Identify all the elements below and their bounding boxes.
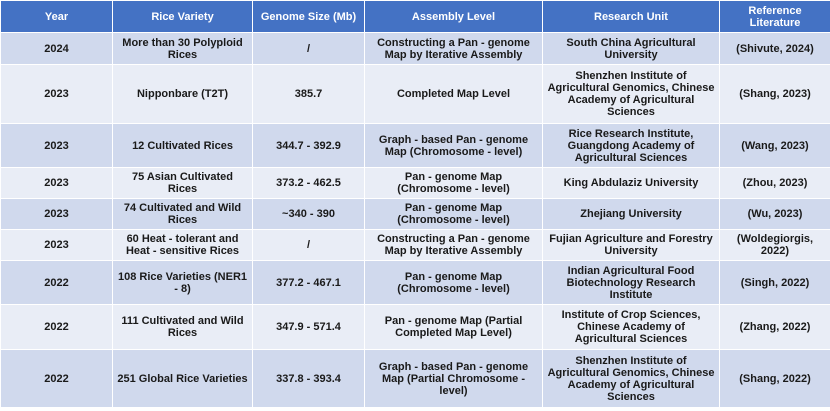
cell-genome-size: 337.8 - 393.4 [253, 350, 365, 408]
cell-variety: 75 Asian Cultivated Rices [113, 168, 253, 199]
cell-research-unit: King Abdulaziz University [543, 168, 720, 199]
cell-year: 2023 [1, 124, 113, 168]
cell-year: 2023 [1, 199, 113, 230]
cell-year: 2024 [1, 33, 113, 65]
table-row [1, 305, 830, 350]
cell-year: 2022 [1, 261, 113, 305]
cell-variety: 251 Global Rice Varieties [113, 350, 253, 408]
cell-reference: (Zhang, 2022) [720, 305, 830, 350]
cell-reference: (Wu, 2023) [720, 199, 830, 230]
cell-assembly-level: Pan - genome Map (Partial Completed Map Level) [365, 305, 543, 350]
table-row [1, 33, 830, 65]
cell-reference: (Shivute, 2024) [720, 33, 830, 65]
cell-assembly-level: Graph - based Pan - genome Map (Chromosome - level) [365, 124, 543, 168]
cell-year: 2023 [1, 65, 113, 124]
cell-genome-size: 344.7 - 392.9 [253, 124, 365, 168]
cell-variety: 108 Rice Varieties (NER1 - 8) [113, 261, 253, 305]
cell-assembly-level: Graph - based Pan - genome Map (Partial Chromosome - level) [365, 350, 543, 408]
cell-genome-size: 373.2 - 462.5 [253, 168, 365, 199]
cell-research-unit: Shenzhen Institute of Agricultural Genomics, Chinese Academy of Agricultural Sciences [543, 350, 720, 408]
cell-variety: More than 30 Polyploid Rices [113, 33, 253, 65]
cell-assembly-level: Pan - genome Map (Chromosome - level) [365, 199, 543, 230]
cell-year: 2022 [1, 305, 113, 350]
cell-variety: 111 Cultivated and Wild Rices [113, 305, 253, 350]
cell-assembly-level: Constructing a Pan - genome Map by Iterative Assembly [365, 230, 543, 261]
cell-research-unit: Fujian Agriculture and Forestry University [543, 230, 720, 261]
header-genome-size: Genome Size (Mb) [253, 1, 365, 33]
cell-year: 2022 [1, 350, 113, 408]
table-row [1, 230, 830, 261]
table-row [1, 199, 830, 230]
cell-reference: (Zhou, 2023) [720, 168, 830, 199]
cell-research-unit: Rice Research Institute, Guangdong Academy of Agricultural Sciences [543, 124, 720, 168]
table-row [1, 261, 830, 305]
cell-reference: (Wang, 2023) [720, 124, 830, 168]
cell-research-unit: Institute of Crop Sciences, Chinese Academy of Agricultural Sciences [543, 305, 720, 350]
cell-variety: 60 Heat - tolerant and Heat - sensitive Rices [113, 230, 253, 261]
header-year: Year [1, 1, 113, 33]
cell-assembly-level: Constructing a Pan - genome Map by Iterative Assembly [365, 33, 543, 65]
header-rice-variety: Rice Variety [113, 1, 253, 33]
cell-assembly-level: Completed Map Level [365, 65, 543, 124]
cell-year: 2023 [1, 230, 113, 261]
cell-year: 2023 [1, 168, 113, 199]
cell-genome-size: ~340 - 390 [253, 199, 365, 230]
cell-genome-size: 347.9 - 571.4 [253, 305, 365, 350]
cell-variety: Nipponbare (T2T) [113, 65, 253, 124]
table-row [1, 65, 830, 124]
cell-reference: (Woldegiorgis, 2022) [720, 230, 830, 261]
cell-reference: (Singh, 2022) [720, 261, 830, 305]
cell-research-unit: South China Agricultural University [543, 33, 720, 65]
cell-reference: (Shang, 2023) [720, 65, 830, 124]
cell-genome-size: / [253, 33, 365, 65]
header-reference: Reference Literature [720, 1, 830, 33]
cell-research-unit: Indian Agricultural Food Biotechnology Research Institute [543, 261, 720, 305]
header-assembly-level: Assembly Level [365, 1, 543, 33]
cell-genome-size: 377.2 - 467.1 [253, 261, 365, 305]
header-research-unit: Research Unit [543, 1, 720, 33]
cell-genome-size: 385.7 [253, 65, 365, 124]
cell-assembly-level: Pan - genome Map (Chromosome - level) [365, 261, 543, 305]
cell-genome-size: / [253, 230, 365, 261]
cell-reference: (Shang, 2022) [720, 350, 830, 408]
cell-research-unit: Shenzhen Institute of Agricultural Genomics, Chinese Academy of Agricultural Sciences [543, 65, 720, 124]
table-row [1, 168, 830, 199]
table-row [1, 350, 830, 408]
cell-variety: 74 Cultivated and Wild Rices [113, 199, 253, 230]
table-row [1, 124, 830, 168]
cell-research-unit: Zhejiang University [543, 199, 720, 230]
cell-variety: 12 Cultivated Rices [113, 124, 253, 168]
cell-assembly-level: Pan - genome Map (Chromosome - level) [365, 168, 543, 199]
header-row [1, 1, 830, 33]
